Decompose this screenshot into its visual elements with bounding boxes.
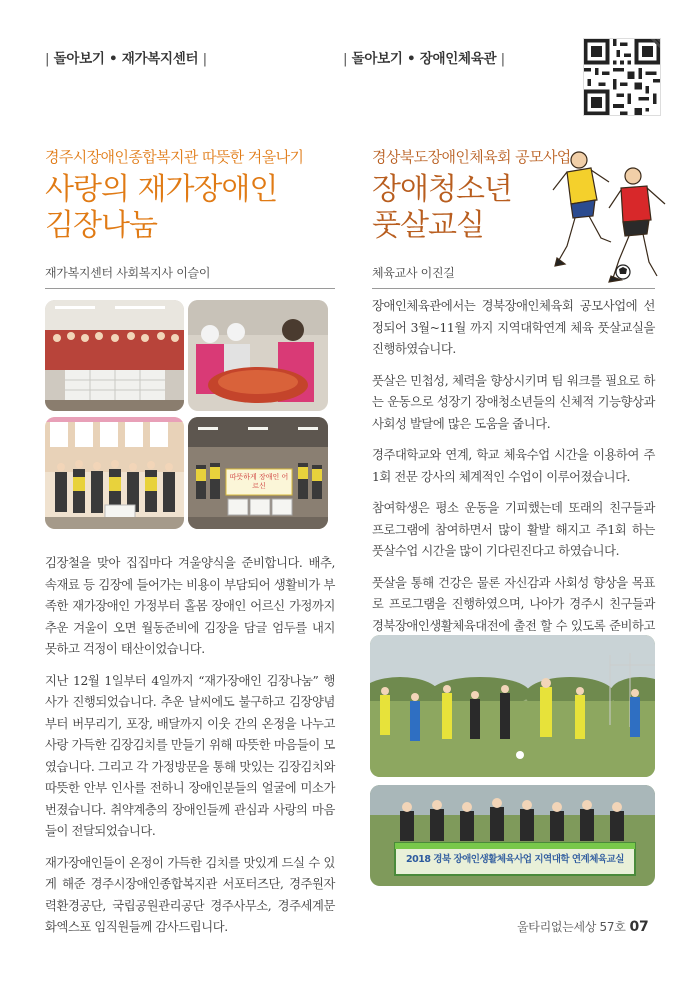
left-article-byline: 재가복지센터 사회복지사 이슬이	[45, 266, 211, 280]
left-paragraph: 재가장애인들이 온정이 가득한 김치를 맛있게 드실 수 있게 해준 경주시장애인종합복지관 서포터즈단, 경주원자력환경공단, 국립공원관리공단 경주사무소, 경주세계문화엑스포 임직원들께 감사드립니다.	[45, 855, 335, 934]
left-article-body	[45, 553, 335, 949]
right-article-byline: 체육교사 이진길	[372, 266, 455, 280]
right-divider	[372, 288, 655, 289]
left-paragraph: 김장철을 맞아 집집마다 겨울양식을 준비합니다. 배추, 속재료 등 김장에 들어가는 비용이 부담되어 생활비가 부족한 재가장애인 가정부터 홀몸 장애인 어르신 가정까지 추운 겨울이 오면 월동준비에 김장을 담글 엄두를 내지 못하고 걱정이 태산이었습니다.	[45, 556, 335, 656]
soccer-players-illustration	[549, 138, 669, 288]
photo-kimchi-making	[188, 300, 328, 411]
right-article-kicker: 경상북도장애인체육회 공모사업	[372, 148, 571, 166]
right-paragraph: 풋살은 민첩성, 체력을 향상시키며 팀 워크를 필요로 하는 운동으로 성장기 장애청소년들의 신체적 기능향상과 사회성 발달에 많은 도움을 줍니다.	[372, 373, 655, 431]
photo-team-banner-text: 2018 경북 장애인생활체육사업 지역대학 연계체육교실	[406, 854, 624, 865]
publication-name: 울타리없는세상 57호	[517, 920, 626, 934]
section-label-right: | 돌아보기 • 장애인체육관 |	[343, 51, 505, 67]
qr-code-icon[interactable]	[583, 38, 661, 116]
page-number: 07	[629, 919, 649, 935]
photo-banner-text: 따뜻하게 장애인 어르신	[229, 473, 289, 490]
photo-futsal-practice	[370, 635, 655, 777]
right-paragraph: 참여학생은 평소 운동을 기피했는데 또래의 친구들과 프로그램에 참여하면서 많이 활발 해지고 주1회 하는 풋살수업 시간을 많이 기다린진다고 하였습니다.	[372, 501, 655, 558]
left-paragraph: 지난 12월 1일부터 4일까지 “재가장애인 김장나눔” 행사가 진행되었습니다. 추운 날씨에도 불구하고 김장양념부터 버무리기, 포장, 배달까지 이웃 간의 온정을 나누고 사랑 가득한 김장김치를 만들기 위해 따뜻한 마음들이 모였습니다. 그리고 각 가정방문을 통해 맛있는 김장김치와 따뜻한 안부 인사를 전하니 장애인분들의 얼굴에 미소가 번졌습니다. 취약계층의 장애인들께 관심과 사랑의 마음들이 전달되었습니다.	[45, 673, 335, 838]
section-label-left: | 돌아보기 • 재가복지센터 |	[45, 51, 207, 67]
photo-team-banner	[370, 785, 655, 886]
photo-volunteers-delivery	[45, 417, 184, 529]
left-divider	[45, 288, 335, 289]
left-article-kicker: 경주시장애인종합복지관 따뜻한 겨울나기	[45, 148, 304, 166]
right-paragraph: 경주대학교와 연계, 학교 체육수업 시간을 이용하여 주 1회 전문 강사의 체계적인 수업이 이루어졌습니다.	[372, 448, 655, 484]
right-article-title: 장애청소년 풋살교실	[372, 172, 512, 243]
right-paragraph: 장애인체육관에서는 경북장애인체육회 공모사업에 선정되어 3월~11월 까지 지역대학연계 체육 풋살교실을 진행하였습니다.	[372, 299, 655, 356]
page-footer	[517, 918, 648, 935]
left-article-title: 사랑의 재가장애인 김장나눔	[45, 172, 278, 243]
photo-kimjang-group	[45, 300, 184, 411]
right-paragraph: 풋살을 통해 건강은 물론 자신감과 사회성 향상을 목표로 프로그램을 진행하였으며, 나아가 경주시 친구들과 경북장애인생활체육대전에 출전 할 수 있도록 준비하고	[372, 575, 655, 633]
right-article-body	[372, 296, 655, 669]
photo-kimjang-banner	[188, 417, 328, 529]
